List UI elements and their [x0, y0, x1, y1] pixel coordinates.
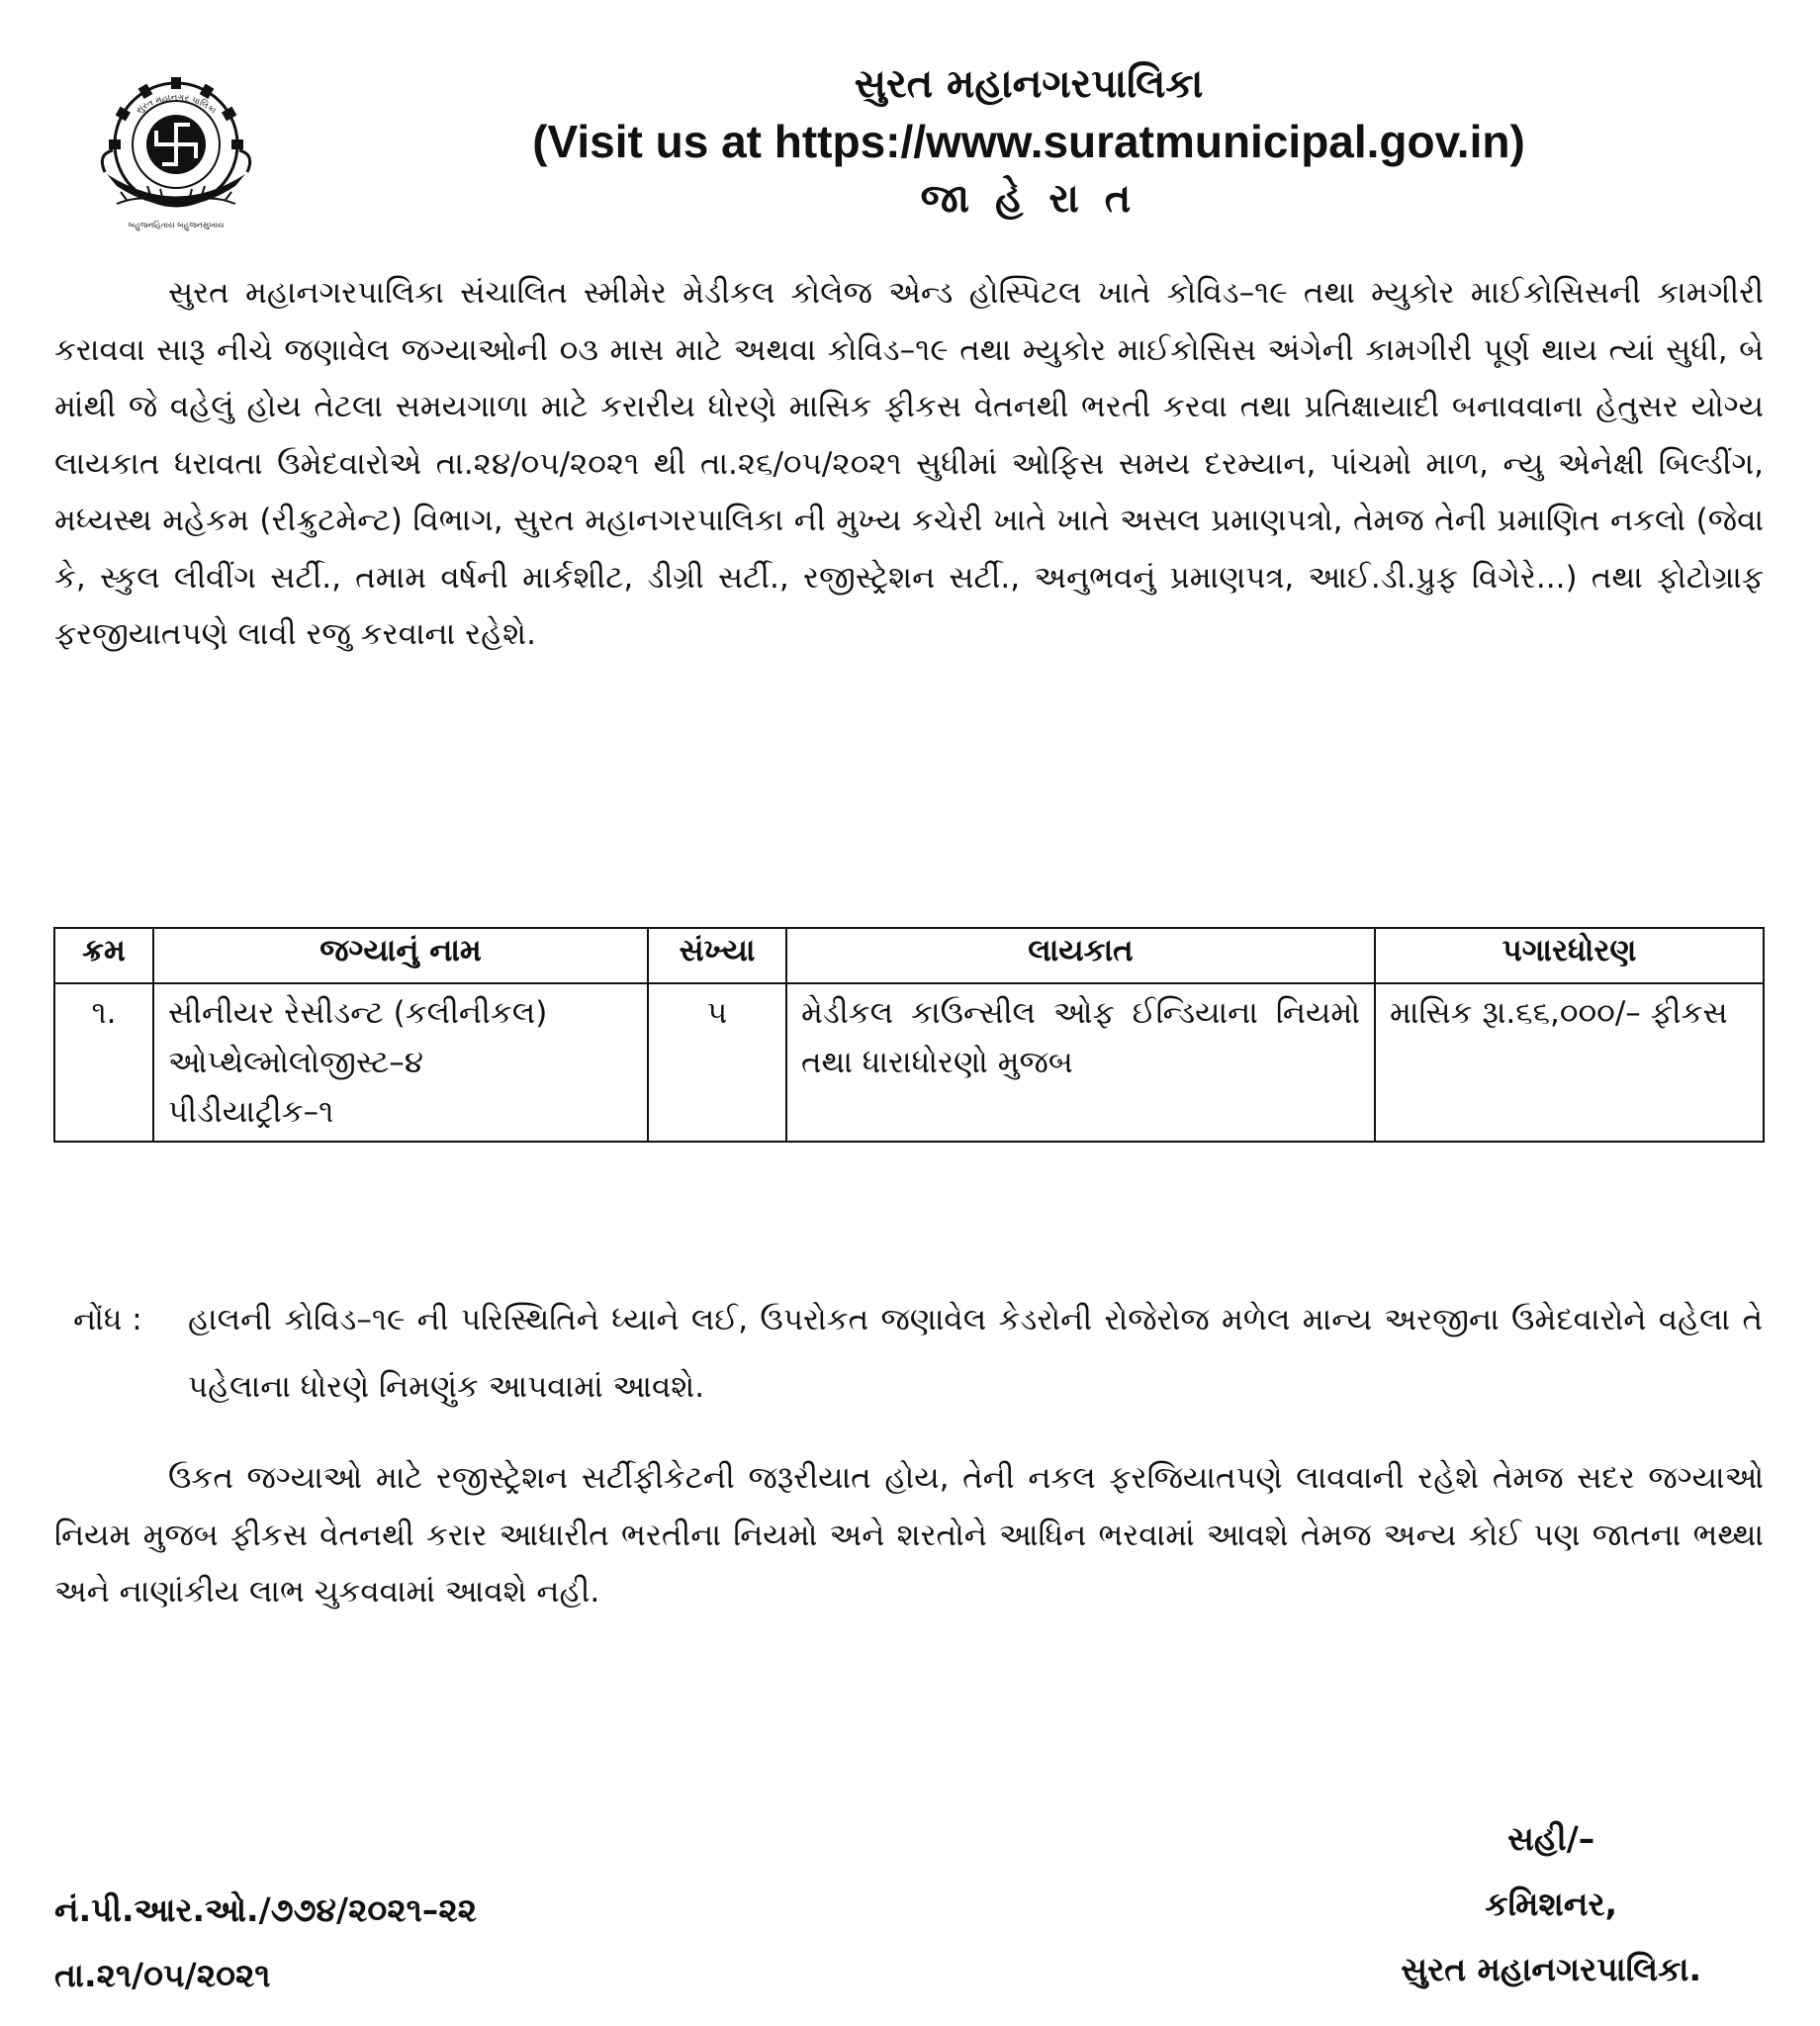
issue-date: તા.૨૧/૦૫/૨૦૨૧	[54, 1956, 271, 1994]
cell-serial: ૧.	[54, 983, 153, 1142]
signature-block	[1401, 1806, 1701, 2002]
posts-table	[53, 927, 1765, 1143]
cell-count: ૫	[648, 983, 786, 1142]
table-header-row	[54, 928, 1764, 983]
col-count-header: સંખ્યા	[648, 928, 786, 983]
svg-text:બહુજનહિતાય બહુજનસુખાય: બહુજનહિતાય બહુજનસુખાય	[128, 221, 225, 230]
col-post-header: જગ્યાનું નામ	[153, 928, 648, 983]
signature-mark: સહી/–	[1507, 1819, 1595, 1858]
signatory-designation: કમિશનર,	[1485, 1885, 1618, 1923]
reference-number: નં.પી.આર.ઓ./૭૭૪/૨૦૨૧–૨૨	[54, 1890, 478, 1929]
post-line: પીડીયાટ્રીક–૧	[168, 1094, 334, 1130]
post-line: સીનીયર રેસીડન્ટ (કલીનીકલ)	[168, 995, 548, 1031]
closing-paragraph	[54, 1450, 1764, 1621]
surat-municipal-emblem	[77, 55, 275, 233]
org-name: સુરત મહાનગરપાલિકા	[854, 61, 1204, 107]
post-line: ઓપ્થેલ્મોલોજીસ્ટ–૪	[168, 1045, 423, 1080]
letterhead	[297, 61, 1761, 222]
col-qualification-header: લાયકાત	[786, 928, 1375, 983]
note-label: નોંધ :	[73, 1302, 142, 1337]
signatory-office: સુરત મહાનગરપાલિકા.	[1401, 1950, 1701, 1988]
col-salary-header: પગારધોરણ	[1375, 928, 1764, 983]
cell-salary: માસિક રૂા.૬૬,૦૦૦/– ફીકસ	[1375, 983, 1764, 1142]
col-serial-header: ક્રમ	[54, 928, 153, 983]
notice-title: જા હે રા ત	[920, 176, 1138, 222]
swastik-icon	[146, 115, 206, 174]
intro-text: સુરત મહાનગરપાલિકા સંચાલિત સ્મીમેર મેડીકલ કોલેજ એન્ડ હોસ્પિટલ ખાતે કોવિડ–૧૯ તથા મ્યુકોર માઈકોસિસની કામગીરી કરાવવા સારૂ નીચે જણાવેલ જગ્યાઓની ૦૩ માસ માટે અથવા કોવિડ–૧૯ તથા મ્યુકોર માઈકોસિસ અંગેની કામગીરી પૂર્ણ થાય ત્યાં સુધી, બે માંથી જે વહેલું હોય તેટલા સમયગાળા માટે કરારીય ધોરણે માસિક ફીકસ વેતનથી ભરતી કરવા તથા પ્રતિક્ષાયાદી બનાવવાના હેતુસર યોગ્ય લાયકાત ધરાવતા ઉમેદવારોએ તા.૨૪/૦૫/૨૦૨૧ થી તા.૨૬/૦૫/૨૦૨૧ સુધીમાં ઓફિસ સમય દરમ્યાન, પાંચમો માળ, ન્યુ એનેક્ષી બિલ્ડીંગ, મધ્યસ્થ મહેકમ (રીક્રુટમેન્ટ) વિભાગ, સુરત મહાનગરપાલિકા ની મુખ્ય કચેરી ખાતે ખાતે અસલ પ્રમાણપત્રો, તેમજ તેની પ્રમાણિત નકલો (જેવા કે, સ્કુલ લીવીંગ સર્ટી., તમામ વર્ષની માર્કશીટ, ડીગ્રી સર્ટી., રજીસ્ટ્રેશન સર્ટી., અનુભવનું પ્રમાણપત્ર, આઈ.ડી.પ્રુફ વિગેરે...) તથા ફોટોગ્રાફ ફરજીયાતપણે લાવી રજુ કરવાના રહેશે.	[54, 275, 1764, 652]
table-row	[54, 983, 1764, 1142]
note-block	[73, 1286, 1763, 1421]
website-line: (Visit us at https://www.suratmunicipal.gov.in)	[532, 116, 1525, 167]
cell-post	[153, 983, 648, 1142]
intro-paragraph	[54, 265, 1764, 664]
svg-text:સુરત મહાનગર પાલિકા: સુરત મહાનગર પાલિકા	[135, 93, 218, 117]
cell-qualification: મેડીકલ કાઉન્સીલ ઓફ ઈન્ડિયાના નિયમો તથા ધારાધોરણો મુજબ	[786, 983, 1375, 1142]
closing-text: ઉકત જગ્યાઓ માટે રજીસ્ટ્રેશન સર્ટીફીકેટની જરૂરીયાત હોય, તેની નકલ ફરજિયાતપણે લાવવાની રહેશે તેમજ સદર જગ્યાઓ નિયમ મુજબ ફીકસ વેતનથી કરાર આધારીત ભરતીના નિયમો અને શરતોને આધિન ભરવામાં આવશે તેમજ અન્ય કોઈ પણ જાતના ભથ્થા અને નાણાંકીય લાભ ચુકવવામાં આવશે નહી.	[54, 1460, 1764, 1610]
note-text: હાલની કોવિડ–૧૯ ની પરિસ્થિતિને ધ્યાને લઈ, ઉપરોકત જણાવેલ કેડરોની રોજેરોજ મળેલ માન્ય અરજીના ઉમેદવારોને વહેલા તે પહેલાના ધોરણે નિમણુંક આપવામાં આવશે.	[188, 1302, 1763, 1405]
reference-block	[54, 1878, 477, 2008]
